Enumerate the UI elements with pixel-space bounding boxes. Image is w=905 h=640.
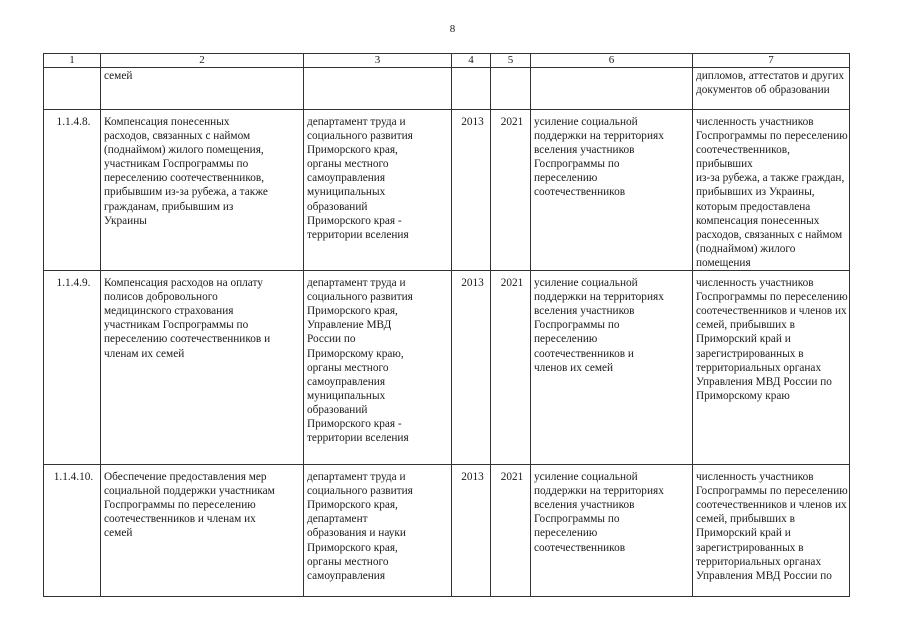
table-row (44, 68, 850, 110)
column-header-4: 4 (452, 54, 491, 68)
executor: департамент труда и социального развития Приморского края, Управление МВД России по Приморскому краю, органы местного самоуправления муниципальных образований Приморского края - территории вселения (304, 271, 452, 465)
measure-name: семей (101, 68, 304, 110)
item-number (44, 68, 101, 110)
column-header-7: 7 (693, 54, 850, 68)
start-year: 2013 (452, 110, 491, 271)
item-number: 1.1.4.8. (44, 110, 101, 271)
expected-result (531, 68, 693, 110)
measure-name: Компенсация понесенных расходов, связанных с наймом (поднаймом) жилого помещения, участникам Госпрограммы по переселению соотечественников, прибывшим из-за рубежа, а также гражданам, прибывшим из Украины (101, 110, 304, 271)
start-year (452, 68, 491, 110)
column-header-5: 5 (491, 54, 531, 68)
indicator: численность участников Госпрограммы по переселению соотечественников и членов их семей, прибывших в Приморский край и зарегистрированных в территориальных органах Управления МВД России по Приморскому краю (693, 271, 850, 465)
column-header-3: 3 (304, 54, 452, 68)
indicator: численность участников Госпрограммы по переселению соотечественников, прибывших из-за рубежа, а также граждан, прибывших из Украины, которым предоставлена компенсация понесенных расходов, связанных с наймом (поднаймом) жилого помещения (693, 110, 850, 271)
end-year (491, 68, 531, 110)
indicator: дипломов, аттестатов и других документов об образовании (693, 68, 850, 110)
start-year: 2013 (452, 271, 491, 465)
column-header-2: 2 (101, 54, 304, 68)
column-number-row (44, 54, 850, 68)
item-number: 1.1.4.9. (44, 271, 101, 465)
measure-name: Обеспечение предоставления мер социальной поддержки участникам Госпрограммы по переселению соотечественников и членам их семей (101, 465, 304, 597)
end-year: 2021 (491, 465, 531, 597)
expected-result: усиление социальной поддержки на территориях вселения участников Госпрограммы по переселению соотечественников (531, 110, 693, 271)
item-number: 1.1.4.10. (44, 465, 101, 597)
page-number: 8 (449, 23, 456, 35)
expected-result: усиление социальной поддержки на территориях вселения участников Госпрограммы по переселению соотечественников и членов их семей (531, 271, 693, 465)
expected-result: усиление социальной поддержки на территориях вселения участников Госпрограммы по переселению соотечественников (531, 465, 693, 597)
table-row (44, 110, 850, 271)
table-row (44, 465, 850, 597)
executor (304, 68, 452, 110)
end-year: 2021 (491, 110, 531, 271)
executor: департамент труда и социального развития Приморского края, департамент образования и науки Приморского края, органы местного самоуправления (304, 465, 452, 597)
measure-name: Компенсация расходов на оплату полисов добровольного медицинского страхования участникам Госпрограммы по переселению соотечественников и членам их семей (101, 271, 304, 465)
table-row (44, 271, 850, 465)
indicator: численность участников Госпрограммы по переселению соотечественников и членов их семей, прибывших в Приморский край и зарегистрированных в территориальных органах Управления МВД России по (693, 465, 850, 597)
start-year: 2013 (452, 465, 491, 597)
end-year: 2021 (491, 271, 531, 465)
column-header-6: 6 (531, 54, 693, 68)
column-header-1: 1 (44, 54, 101, 68)
executor: департамент труда и социального развития Приморского края, органы местного самоуправления муниципальных образований Приморского края - территории вселения (304, 110, 452, 271)
measures-table (43, 53, 850, 597)
